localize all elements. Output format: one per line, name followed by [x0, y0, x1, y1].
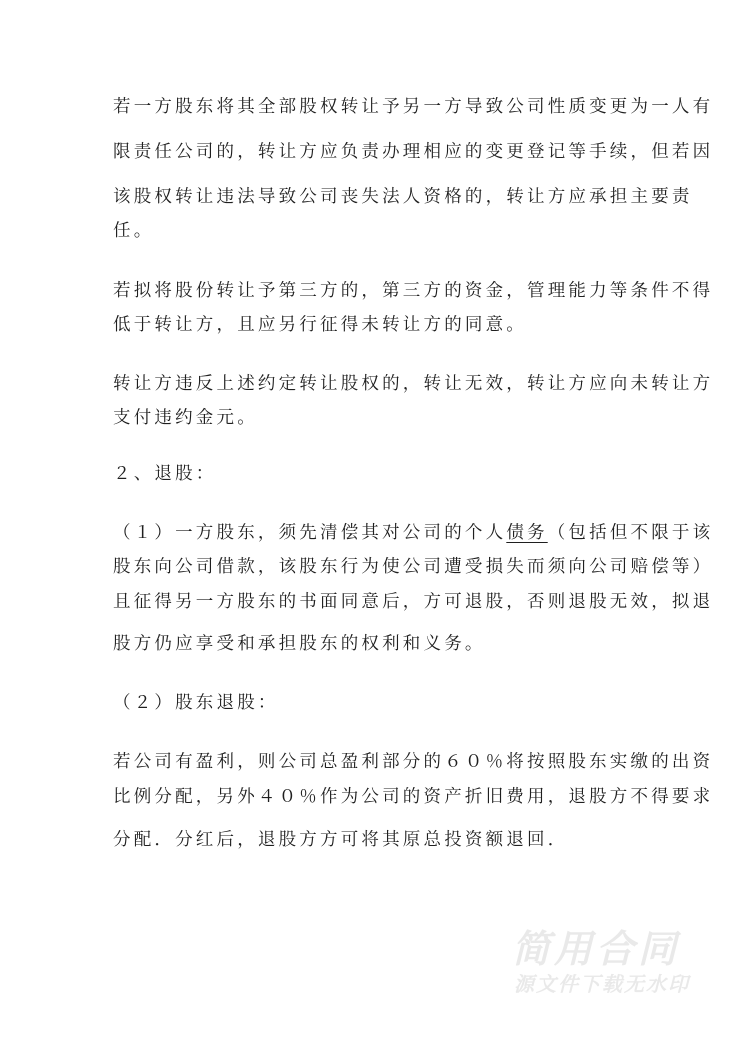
text-line: 若一方股东将其全部股权转让予另一方导致公司性质变更为一人有 — [113, 97, 714, 117]
text-line: 若拟将股份转让予第三方的，第三方的资金，管理能力等条件不得 — [113, 281, 714, 301]
underlined-term: 债务 — [506, 523, 548, 543]
text-line: 股东向公司借款，该股东行为使公司遭受损失而须向公司赔偿等） — [113, 557, 714, 577]
text-line: 分配．分红后，退股方方可将其原总投资额退回． — [113, 830, 569, 850]
text-line: 支付违约金元。 — [113, 408, 258, 428]
section-heading: ２、退股： — [113, 464, 217, 484]
watermark-slogan: 源文件下载无水印 — [514, 972, 690, 996]
text-line: 低于转让方，且应另行征得未转让方的同意。 — [113, 315, 527, 335]
watermark-brand: 简用合同 — [512, 927, 681, 971]
text-line: 股方仍应享受和承担股东的权利和义务。 — [113, 634, 486, 654]
text-line: 且征得另一方股东的书面同意后，方可退股，否则退股无效，拟退 — [113, 592, 714, 612]
text-line: 该股权转让违法导致公司丧失法人资格的，转让方应承担主要责 — [113, 187, 693, 207]
text-line: 任。 — [113, 221, 155, 241]
section-heading: （２）股东退股： — [113, 693, 279, 713]
text-line: 限责任公司的，转让方应负责办理相应的变更登记等手续，但若因 — [113, 142, 714, 162]
text-segment: （包括但不限于该 — [547, 523, 714, 543]
text-line: 若公司有盈利，则公司总盈利部分的６０％将按照股东实缴的出资 — [113, 752, 714, 772]
text-line: 转让方违反上述约定转让股权的，转让无效，转让方应向未转让方 — [113, 374, 714, 394]
text-segment: （１）一方股东，须先清偿其对公司的个人 — [113, 523, 507, 543]
text-line: 比例分配，另外４０％作为公司的资产折旧费用，退股方不得要求 — [113, 787, 714, 807]
text-line — [113, 522, 713, 544]
